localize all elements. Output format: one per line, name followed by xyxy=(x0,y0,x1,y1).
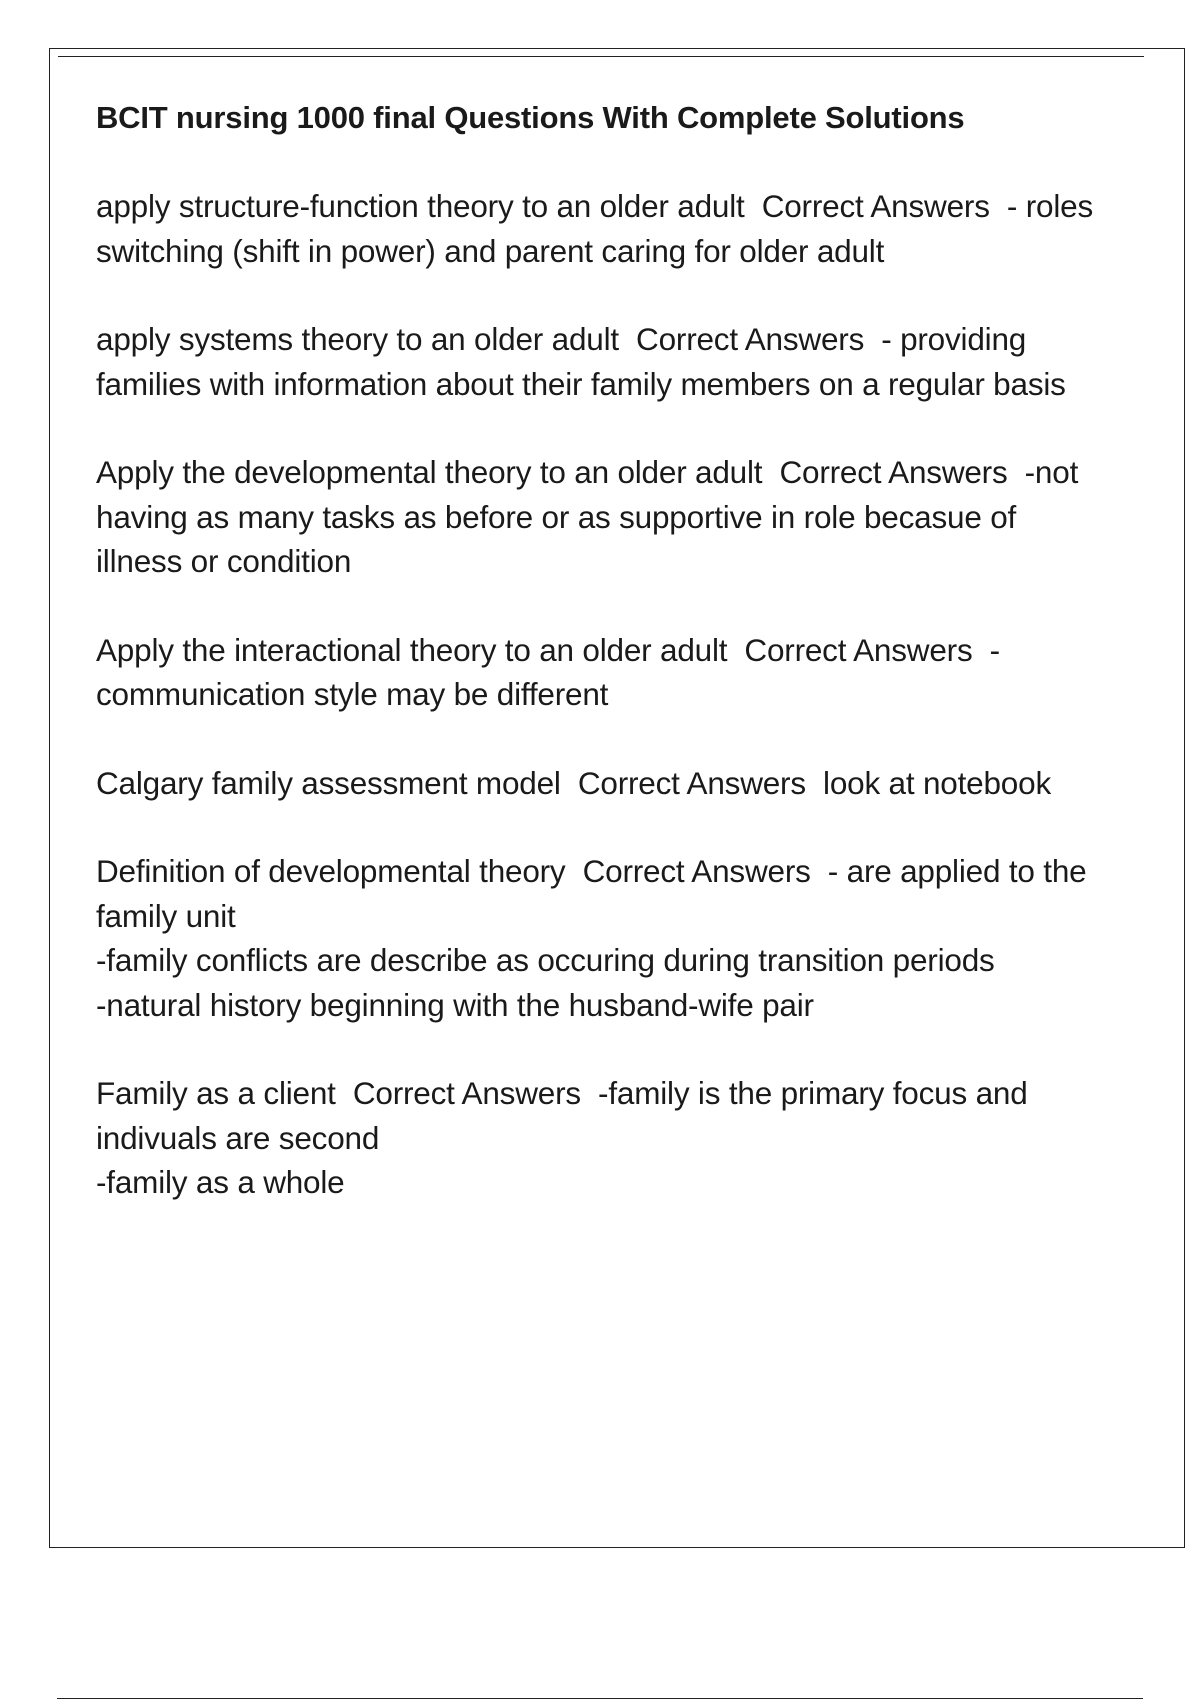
qa-item xyxy=(96,761,1096,806)
qa-item xyxy=(96,628,1096,717)
answer-text: look at notebook xyxy=(823,764,1051,801)
answer-text: - are applied to the family unit -family conflicts are describe as occuring during transition periods -natural history beginning with the husband-wife pair xyxy=(96,853,1087,1023)
answer-text: -not having as many tasks as before or as supportive in role becasue of illness or condition xyxy=(96,454,1079,579)
question-text: Apply the developmental theory to an older adult xyxy=(96,454,763,490)
answer-label: Correct Answers xyxy=(636,321,865,357)
qa-item xyxy=(96,1071,1096,1205)
question-text: apply structure-function theory to an older adult xyxy=(96,188,745,224)
answer-label: Correct Answers xyxy=(352,1075,581,1111)
document-body xyxy=(96,96,1096,1249)
answer-label: Correct Answers xyxy=(779,454,1008,490)
answer-label: Correct Answers xyxy=(761,188,990,224)
question-text: Apply the interactional theory to an older adult xyxy=(96,631,728,668)
answer-label: Correct Answers xyxy=(577,764,806,801)
document-title: BCIT nursing 1000 final Questions With Complete Solutions xyxy=(96,100,965,135)
answer-label: Correct Answers xyxy=(744,631,973,668)
question-text: Family as a client xyxy=(96,1075,336,1111)
qa-item xyxy=(96,450,1096,584)
answer-text: - roles switching (shift in power) and parent caring for older adult xyxy=(96,188,1093,269)
qa-item xyxy=(96,849,1096,1027)
qa-list xyxy=(96,184,1096,1205)
answer-label: Correct Answers xyxy=(582,853,811,889)
answer-text: -family is the primary focus and indivuals are second -family as a whole xyxy=(96,1075,1028,1200)
answer-text: -communication style may be different xyxy=(96,631,1000,712)
answer-text: - providing families with information about their family members on a regular basis xyxy=(96,321,1066,402)
question-text: Definition of developmental theory xyxy=(96,853,566,889)
footer-rule xyxy=(57,1698,1143,1699)
top-rule xyxy=(58,56,1144,57)
question-text: Calgary family assessment model xyxy=(96,764,561,801)
qa-item xyxy=(96,184,1096,273)
qa-item xyxy=(96,317,1096,406)
question-text: apply systems theory to an older adult xyxy=(96,321,619,357)
